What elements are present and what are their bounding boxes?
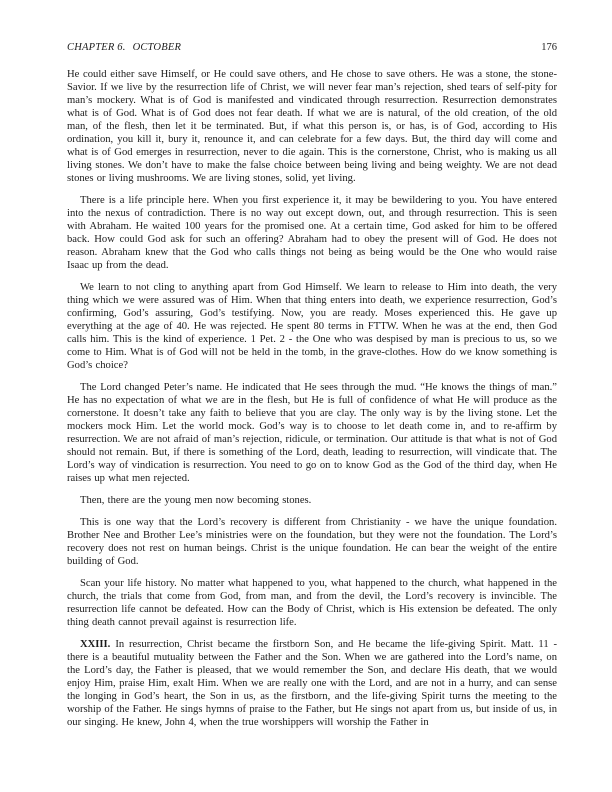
section-number: XXIII. — [80, 639, 111, 650]
paragraph — [67, 494, 557, 507]
paragraph — [67, 381, 557, 485]
paragraph-text: He could either save Himself, or He could save others, and He chose to save others. He was a stone, the stone-Savior. If we live by the resurrection life of Christ, we will never fear man’s rejection, shed tears of self-pity for man’s mockery. What is of God is manifested and vindicated through resurrection. Resurrection demonstrates what is of God. What is of God does not fear death. If what we are is natural, of the old creation, of the old man, of the flesh, then let it be terminated. But, if what this person is, or has, is of God, according to His ordination, you kill it, bury it, renounce it, and can celebrate for a few days. But, the third day will come and what is of God emerges in resurrection, never to die again. This is the cornerstone, Christ, who is making us all living stones. We don’t have to make the false choice between being living and being weighty. We are not dead stones or living mushrooms. We are living stones, solid, yet living. — [67, 69, 557, 184]
paragraph-text: Then, there are the young men now becoming stones. — [80, 495, 312, 506]
chapter-title: OCTOBER — [132, 42, 182, 53]
page-body — [67, 68, 557, 729]
paragraph-text: We learn to not cling to anything apart from God Himself. We learn to release to Him into death, the very thing which we were assured was of Him. When that thing enters into death, we experience resurrection, God’s confirming, God’s assuring, God’s testifying. Now, you are ready. Moses experienced this. He gave up everything at the age of 40. He was rejected. He spent 80 terms in FTTW. When he was at the end, then God calls him. This is the kind of experience. 1 Pet. 2 - the One who was despised by man is precious to us, so we come to Him. What is of God will not be held in the tomb, in the grave-clothes. How do we know something is God’s choice? — [67, 282, 557, 371]
paragraph — [67, 194, 557, 272]
paragraph-text: Scan your life history. No matter what happened to you, what happened to the church, what happened in the church, the trials that come from God, from man, and from the devil, the Lord’s recovery is invincible. The resurrection life cannot be defeated. How can the Body of Christ, which is His extension be defeated. The only thing death cannot prevail against is resurrection life. — [67, 578, 557, 628]
paragraph-text: This is one way that the Lord’s recovery is different from Christianity - we have the unique foundation. Brother Nee and Brother Lee’s ministries were on the foundation, but they were not the foundation. The Lord’s recovery does not rest on human beings. Christ is the unique foundation. He can bear the weight of the entire building of God. — [67, 517, 557, 567]
paragraph — [67, 638, 557, 729]
paragraph-text: In resurrection, Christ became the firstborn Son, and He became the life-giving Spirit. Matt. 11 - there is a beautiful mutuality between the Father and the Son. When we are gathered into the Lord’s name, on the Lord’s day, the Father is pleased, that we would remember the Son, and declare His death, that we would enjoy Him, praise Him, exalt Him. When we are really one with the Lord, and are not in a hurry, and can sense the longing in God’s heart, the Son in us, as the firstborn, and the life-giving Spirit turns the meeting to the worship of the Father. He sings hymns of praise to the Father, but He sings not apart from us, but inside of us, in our singing. He knew, John 4, when the true worshippers will worship the Father in — [67, 639, 557, 728]
paragraph — [67, 577, 557, 629]
paragraph-text: The Lord changed Peter’s name. He indicated that He sees through the mud. “He knows the things of man.” He has no expectation of what we are in the flesh, but He is full of confidence of what He will produce as the cornerstone. It doesn’t take any faith to believe that you are clay. The only way is by the living stone. Let the mockers mock Him. Let the world mock. God’s way is to choose to let death come in, and to re-affirm by resurrection. We are not afraid of man’s rejection, ridicule, or termination. Our attitude is that what is not of God should not remain. But, if there is something of the Lord, death, leading to resurrection, will vindicate that. The Lord’s way of vindication is resurrection. You need to go on to know God as the God of the third day, when He raises up what men rejected. — [67, 382, 557, 484]
paragraph — [67, 68, 557, 185]
running-header — [67, 41, 557, 54]
paragraph — [67, 516, 557, 568]
chapter-heading — [67, 41, 181, 54]
paragraph — [67, 281, 557, 372]
page-number: 176 — [541, 42, 557, 53]
chapter-label: CHAPTER 6. — [67, 42, 126, 53]
paragraph-text: There is a life principle here. When you first experience it, it may be bewildering to you. You have entered into the nexus of contradiction. There is no way out except down, out, and through resurrection. This is seen with Abraham. He waited 100 years for the promised one. At a certain time, God asked for him to be offered back. How could God ask for such an offering? Abraham had to obey the present will of God. He does not reason. Abraham knew that the God who calls things not being as being would be the One who would raise Isaac up from the dead. — [67, 195, 557, 271]
